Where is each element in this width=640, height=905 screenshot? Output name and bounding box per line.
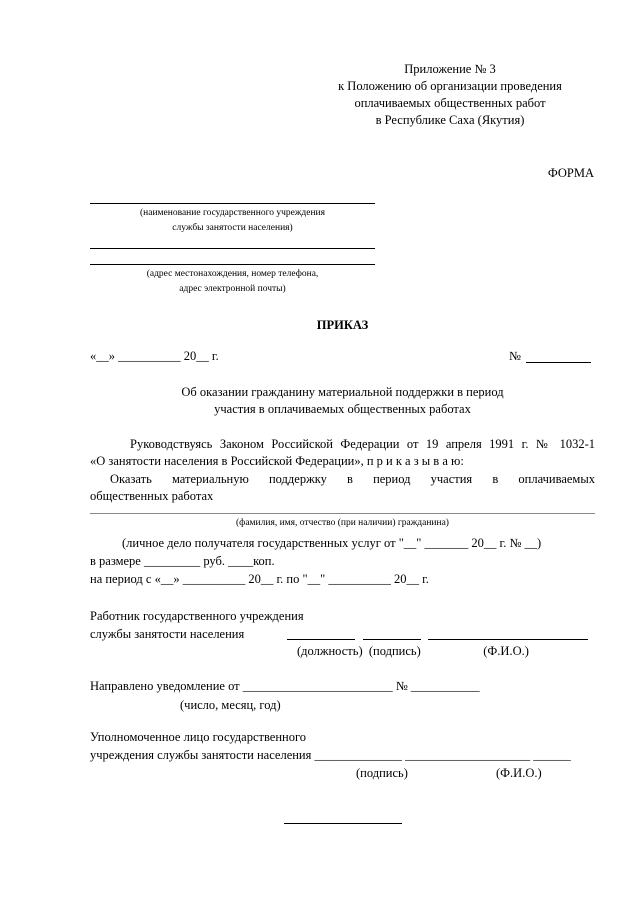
subject-line-2: участия в оплачиваемых общественных работах (214, 402, 471, 416)
authorized-line-1: Уполномоченное лицо государственного (90, 730, 307, 744)
org-caption-line-1: (наименование государственного учреждения (140, 208, 325, 218)
subject-line-1: Об оказании гражданину материальной поддержки в период (181, 385, 504, 399)
employee-position-line (287, 639, 355, 640)
employee-line-2: службы занятости населения (90, 627, 245, 641)
address-line-2 (90, 264, 375, 265)
authorized-caption-fio: (Ф.И.О.) (496, 766, 542, 780)
document-title: ПРИКАЗ (316, 318, 369, 332)
appendix-line-3: оплачиваемых общественных работ (354, 96, 546, 110)
employee-caption: (должность) (подпись) (Ф.И.О.) (297, 644, 529, 658)
amount-line: в размере _________ руб. ____коп. (90, 554, 275, 568)
authorized-caption-signature: (подпись) (356, 766, 408, 780)
fio-line (90, 513, 595, 514)
notice-caption: (число, месяц, год) (180, 698, 281, 712)
employee-line-1: Работник государственного учреждения (90, 609, 304, 623)
order-number-label: № (509, 349, 521, 363)
address-caption-line-2: адрес электронной почты) (179, 284, 286, 294)
fio-caption: (фамилия, имя, отчество (при наличии) гражданина) (236, 518, 449, 528)
order-number-line (526, 362, 591, 363)
appendix-line-1: Приложение № 3 (404, 62, 496, 76)
body-para1-line-2: «О занятости населения в Российской Федерации», п р и к а з ы в а ю: (90, 454, 464, 468)
org-name-line (90, 203, 375, 204)
order-date: «__» __________ 20__ г. (90, 349, 219, 363)
org-caption-line-2: службы занятости населения) (172, 223, 293, 233)
notice-line: Направлено уведомление от ________________________ № ___________ (90, 679, 480, 693)
employee-fio-line (428, 639, 588, 640)
authorized-line-2: учреждения службы занятости населения ______________ ____________________ ______ (90, 748, 571, 762)
address-caption-line-1: (адрес местонахождения, номер телефона, (146, 269, 319, 279)
appendix-line-2: к Положению об организации проведения (338, 79, 562, 93)
end-separator-line (284, 823, 402, 824)
case-line: (личное дело получателя государственных услуг от "__" _______ 20__ г. № __) (122, 536, 542, 550)
appendix-line-4: в Республике Саха (Якутия) (375, 113, 525, 127)
employee-signature-line (363, 639, 421, 640)
body-para2-line-2: общественных работах (90, 489, 214, 503)
period-line: на период с «__» __________ 20__ г. по "__" __________ 20__ г. (90, 572, 429, 586)
form-label: ФОРМА (547, 166, 594, 180)
address-line-1 (90, 248, 375, 249)
body-para2-line-1: Оказать материальную поддержку в период участия в оплачиваемых (110, 472, 595, 486)
body-para1-line-1: Руководствуясь Законом Российской Федерации от 19 апреля 1991 г. № 1032-1 (130, 437, 595, 451)
